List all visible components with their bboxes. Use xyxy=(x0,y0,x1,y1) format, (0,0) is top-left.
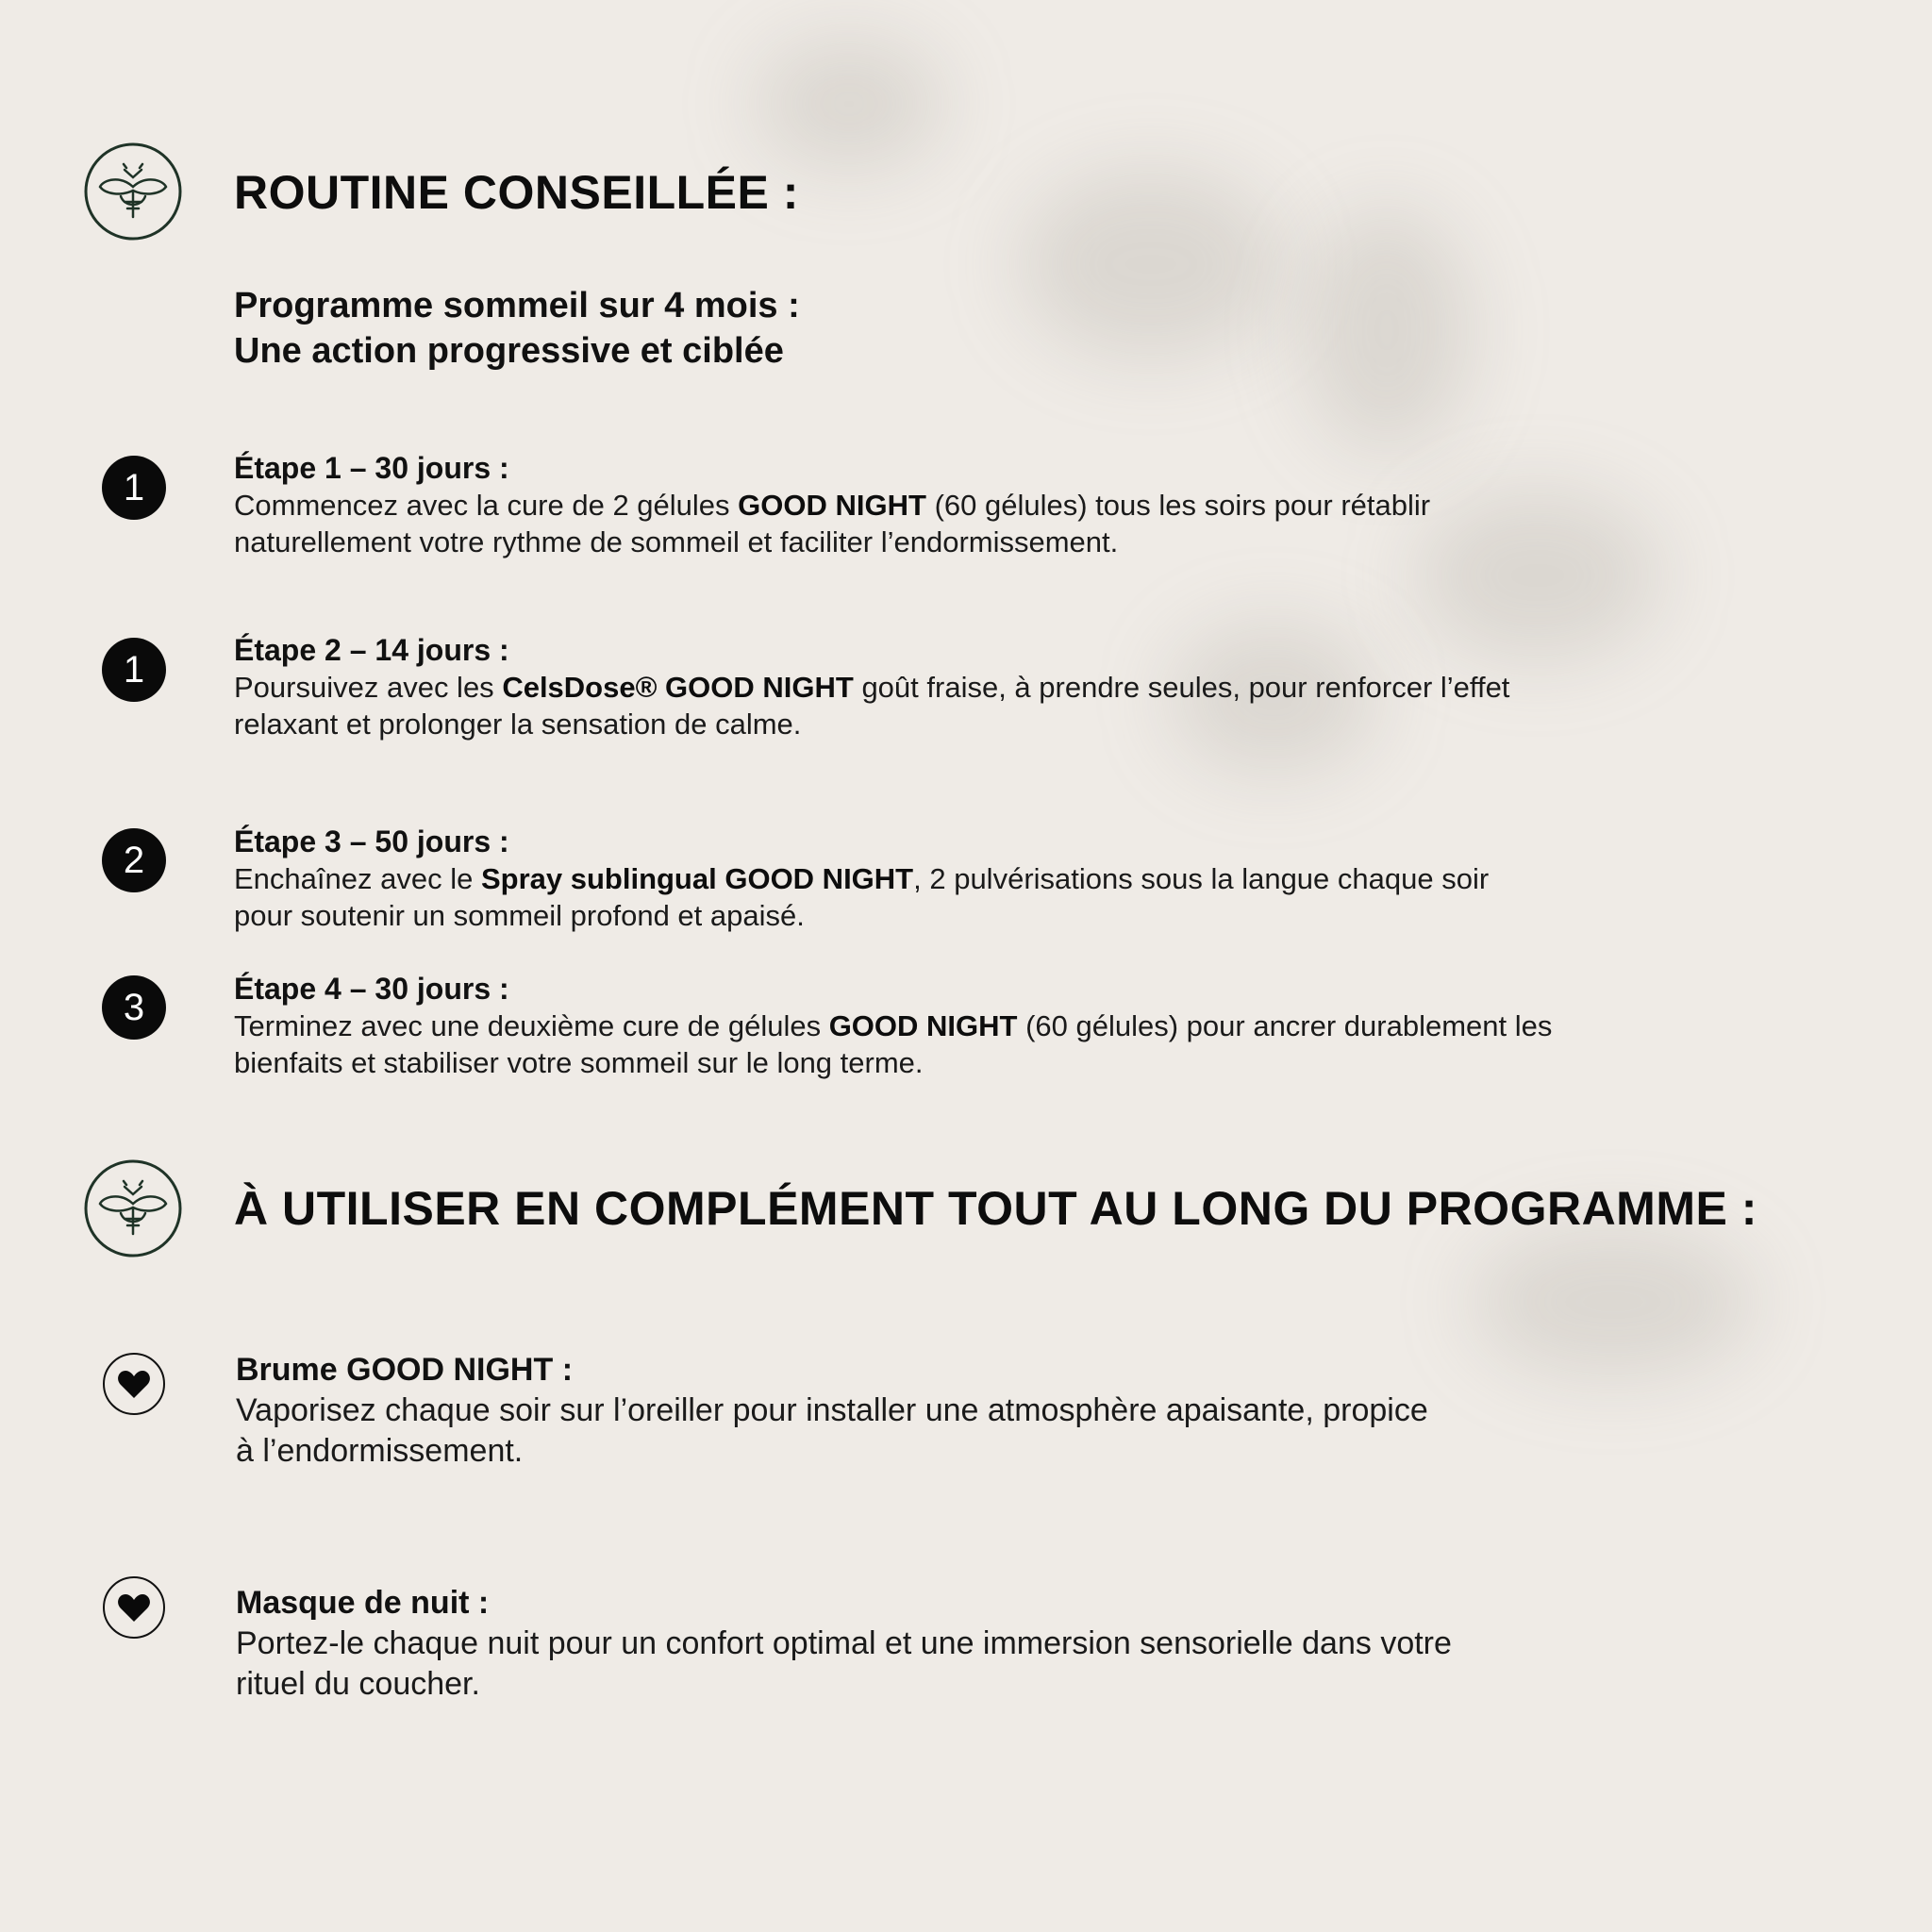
complement-item xyxy=(236,1349,1764,1472)
step-item xyxy=(234,631,1762,742)
complement-item-title: Brume GOOD NIGHT : xyxy=(236,1352,574,1388)
routine-subtitle xyxy=(234,283,800,374)
bee-logo-icon xyxy=(83,1158,183,1258)
routine-title: ROUTINE CONSEILLÉE : xyxy=(234,166,799,219)
step-description: Poursuivez avec les CelsDose® GOOD NIGHT goût fraise, à prendre seules, pour renforcer l’effet relaxant et prolonger la sensation de calme. xyxy=(234,671,1510,741)
subtitle-line-1: Programme sommeil sur 4 mois : xyxy=(234,286,800,325)
complement-title: À UTILISER EN COMPLÉMENT TOUT AU LONG DU PROGRAMME : xyxy=(234,1182,1757,1235)
bee-logo-icon xyxy=(83,142,183,242)
heart-icon xyxy=(102,1352,166,1416)
complement-item xyxy=(236,1582,1764,1705)
step-title: Étape 1 – 30 jours : xyxy=(234,451,509,485)
step-title: Étape 2 – 14 jours : xyxy=(234,633,509,667)
complement-item-description: Vaporisez chaque soir sur l’oreiller pour installer une atmosphère apaisante, propice à l’endormissement. xyxy=(236,1392,1428,1469)
step-item xyxy=(234,449,1762,560)
heart-icon xyxy=(102,1575,166,1640)
step-title: Étape 3 – 50 jours : xyxy=(234,824,509,858)
step-description: Enchaînez avec le Spray sublingual GOOD NIGHT, 2 pulvérisations sous la langue chaque soir pour soutenir un sommeil profond et apaisé. xyxy=(234,862,1490,932)
step-badge: 1 xyxy=(102,456,166,520)
complement-item-description: Portez-le chaque nuit pour un confort optimal et une immersion sensorielle dans votre rituel du coucher. xyxy=(236,1625,1452,1702)
step-badge: 1 xyxy=(102,638,166,702)
step-badge: 3 xyxy=(102,975,166,1040)
step-badge: 2 xyxy=(102,828,166,892)
subtitle-line-2: Une action progressive et ciblée xyxy=(234,331,784,371)
step-description: Commencez avec la cure de 2 gélules GOOD NIGHT (60 gélules) tous les soirs pour rétablir naturellement votre rythme de sommeil et faciliter l’endormissement. xyxy=(234,489,1431,558)
step-title: Étape 4 – 30 jours : xyxy=(234,972,509,1006)
step-description: Terminez avec une deuxième cure de gélules GOOD NIGHT (60 gélules) pour ancrer durablement les bienfaits et stabiliser votre sommeil sur le long terme. xyxy=(234,1009,1553,1079)
complement-item-title: Masque de nuit : xyxy=(236,1585,490,1621)
step-item xyxy=(234,970,1762,1081)
step-item xyxy=(234,823,1762,934)
